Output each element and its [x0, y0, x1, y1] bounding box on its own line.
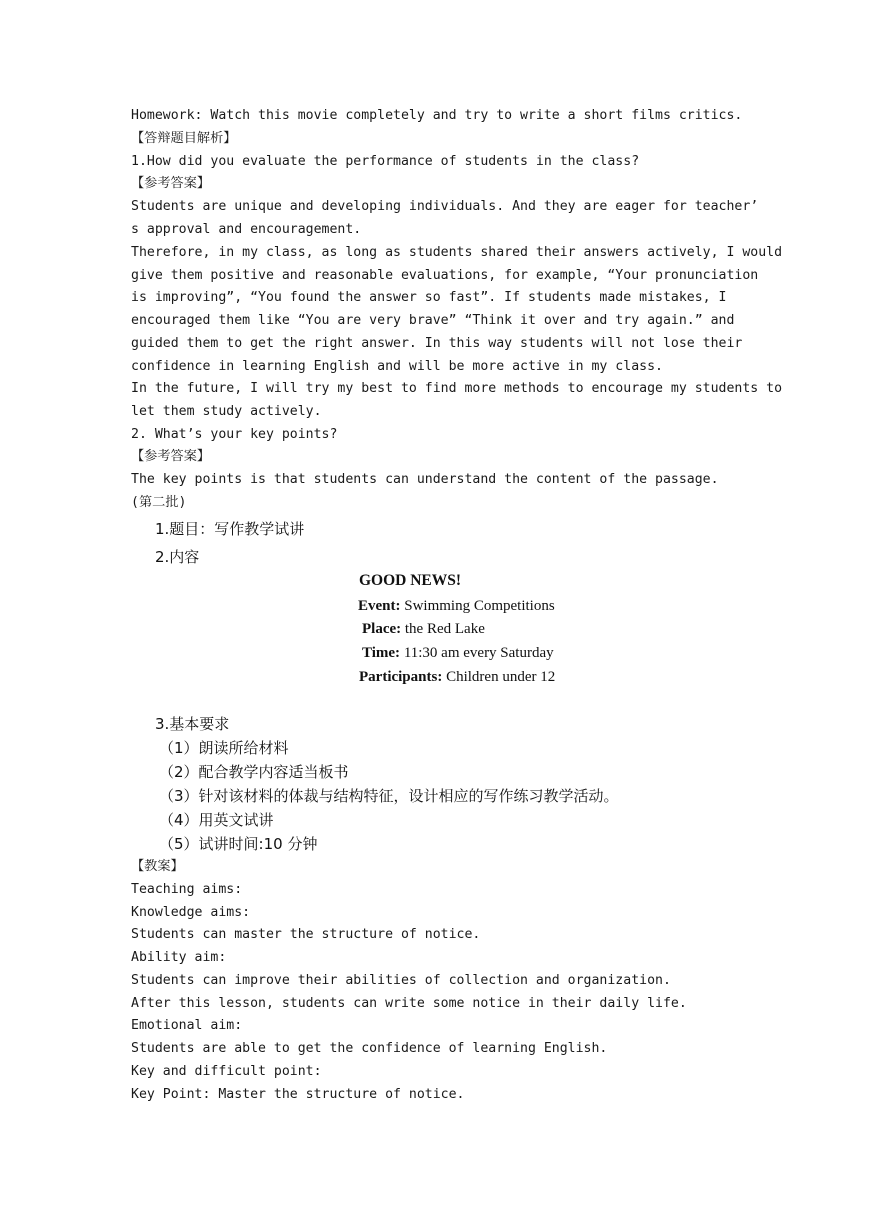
- reference-answer-heading-2: 【参考答案】: [131, 449, 211, 464]
- lesson-plan-line: Teaching aims:: [131, 882, 243, 897]
- lesson-plan-line: Key Point: Master the structure of notice.: [131, 1087, 465, 1102]
- task-topic: 1.题目：写作教学试讲: [155, 520, 305, 538]
- requirement-item: （1）朗读所给材料: [159, 739, 289, 757]
- answer-2: The key points is that students can understand the content of the passage.: [131, 472, 719, 487]
- answer1-line: guided them to get the right answer. In this way students will not lose their: [131, 336, 743, 351]
- requirement-item: （2）配合教学内容适当板书: [159, 763, 349, 781]
- question-2: 2. What’s your key points?: [131, 427, 338, 442]
- answer1-line: let them study actively.: [131, 404, 322, 419]
- lesson-plan-line: Students can improve their abilities of collection and organization.: [131, 973, 671, 988]
- notice-place-label: Place:: [362, 621, 402, 637]
- homework-line: Homework: Watch this movie completely and try to write a short films critics.: [131, 108, 743, 123]
- question-1: 1.How did you evaluate the performance of students in the class?: [131, 154, 640, 169]
- notice-time-value: 11:30 am every Saturday: [400, 645, 554, 661]
- answer1-line: is improving”, “You found the answer so fast”. If students made mistakes, I: [131, 290, 727, 305]
- answer1-line: Students are unique and developing individuals. And they are eager for teacher’: [131, 199, 759, 214]
- requirement-item: （4）用英文试讲: [159, 811, 274, 829]
- lesson-plan-line: Students can master the structure of notice.: [131, 927, 481, 942]
- answer1-line: encouraged them like “You are very brave” “Think it over and try again.” and: [131, 313, 735, 328]
- notice-event-value: Swimming Competitions: [400, 598, 555, 614]
- notice-title: GOOD NEWS!: [358, 572, 462, 589]
- lesson-plan-line: After this lesson, students can write some notice in their daily life.: [131, 996, 687, 1011]
- requirements-label: 3.基本要求: [155, 715, 230, 733]
- answer1-line: give them positive and reasonable evaluations, for example, “Your pronunciation: [131, 268, 759, 283]
- lesson-plan-line: Students are able to get the confidence of learning English.: [131, 1041, 608, 1056]
- lesson-plan-heading: 【教案】: [131, 859, 184, 874]
- notice-event-label: Event:: [358, 598, 401, 614]
- qa-heading: 【答辩题目解析】: [131, 131, 237, 146]
- lesson-plan-line: Knowledge aims:: [131, 905, 251, 920]
- lesson-plan-line: Emotional aim:: [131, 1018, 243, 1033]
- answer1-line: s approval and encouragement.: [131, 222, 362, 237]
- notice-participants: [359, 666, 679, 688]
- reference-answer-heading-1: 【参考答案】: [131, 176, 211, 191]
- notice-participants-value: Children under 12: [442, 669, 556, 685]
- batch-label: (第二批): [131, 495, 187, 510]
- notice-participants-label: Participants:: [359, 669, 443, 685]
- notice-event: [358, 595, 678, 617]
- answer1-line: Therefore, in my class, as long as students shared their answers actively, I would: [131, 245, 783, 260]
- notice-time: [362, 642, 682, 664]
- notice-place: [362, 618, 682, 640]
- lesson-plan-line: Ability aim:: [131, 950, 227, 965]
- answer1-line: In the future, I will try my best to find more methods to encourage my students to: [131, 381, 783, 396]
- lesson-plan-line: Key and difficult point:: [131, 1064, 322, 1079]
- requirement-item: （5）试讲时间:10 分钟: [159, 835, 318, 853]
- notice-place-value: the Red Lake: [401, 621, 485, 637]
- notice-time-label: Time:: [362, 645, 401, 661]
- requirement-item: （3）针对该材料的体裁与结构特征，设计相应的写作练习教学活动。: [159, 787, 619, 805]
- task-content-label: 2.内容: [155, 548, 200, 566]
- answer1-line: confidence in learning English and will be more active in my class.: [131, 359, 663, 374]
